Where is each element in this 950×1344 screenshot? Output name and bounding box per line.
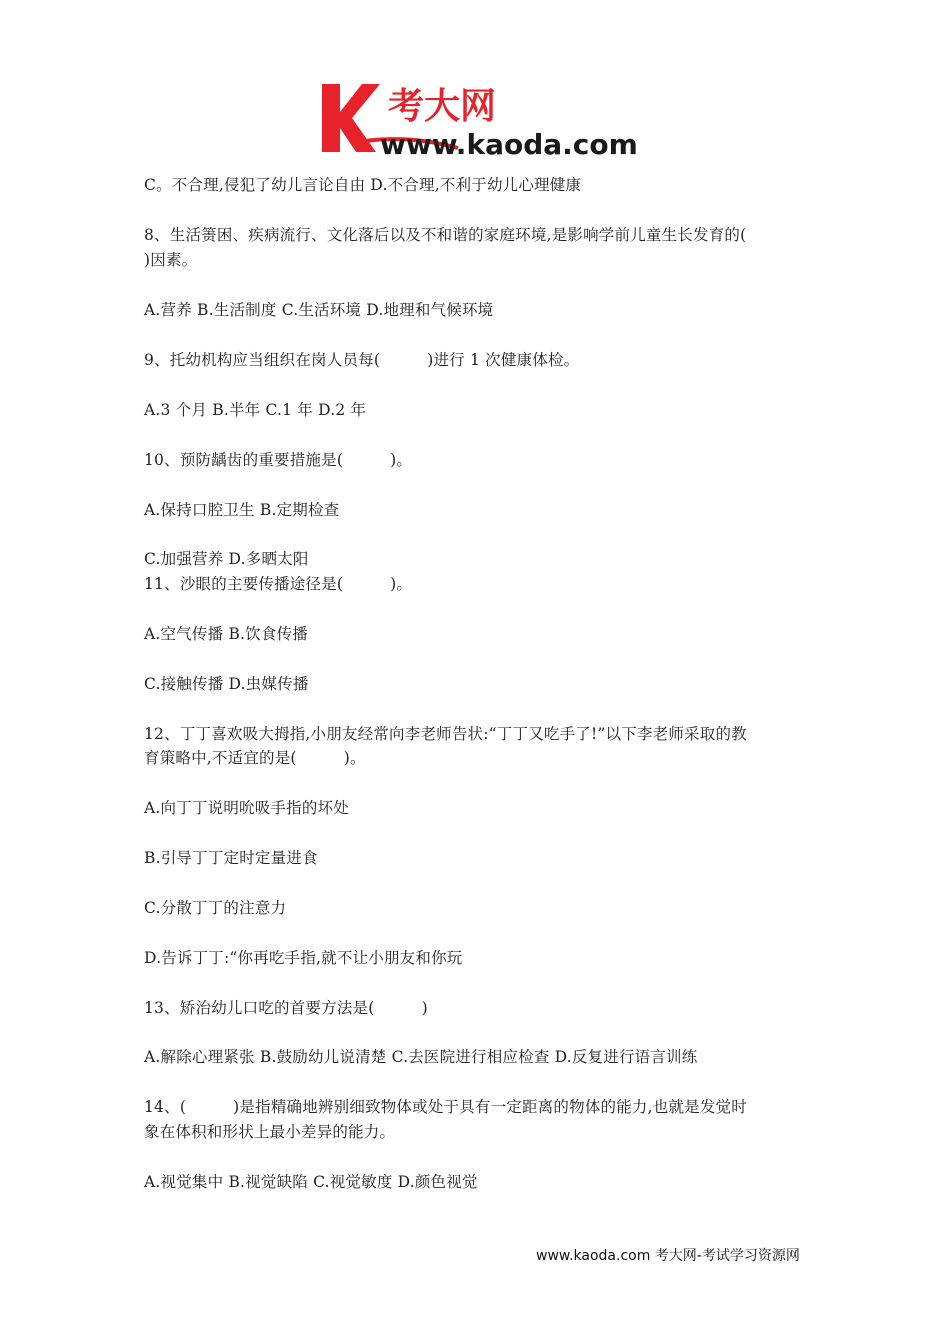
question-13-text: 13、矫治幼儿口吃的首要方法是( ) xyxy=(144,999,428,1017)
question-12-option-b: B.引导丁丁定时定量进食 xyxy=(144,849,318,867)
question-8-text-cont: )因素。 xyxy=(144,251,198,269)
question-14-options: A.视觉集中 B.视觉缺陷 C.视觉敏度 D.颜色视觉 xyxy=(144,1173,478,1191)
kaoda-logo-graphic xyxy=(318,78,640,160)
question-8-text: 8、生活箦困、疾病流行、文化落后以及不和谐的家庭环境,是影响学前儿童生长发育的( xyxy=(144,226,747,244)
question-11-text: 11、沙眼的主要传播途径是( )。 xyxy=(144,575,413,593)
question-12-text: 12、丁丁喜欢吸大拇指,小朋友经常向李老师告状:“丁丁又吃手了!”以下李老师采取的教 xyxy=(144,725,747,743)
question-12-option-a: A.向丁丁说明吮吸手指的坏处 xyxy=(144,799,349,817)
question-10-text: 10、预防龋齿的重要措施是( )。 xyxy=(144,451,413,469)
question-8-options: A.营养 B.生活制度 C.生活环境 D.地理和气候环境 xyxy=(144,301,494,319)
question-12-option-c: C.分散丁丁的注意力 xyxy=(144,899,287,917)
question-10-options-cd: C.加强营养 D.多晒太阳 xyxy=(144,550,309,568)
kaoda-logo xyxy=(318,78,640,160)
question-9-text: 9、托幼机构应当组织在岗人员每( )进行 1 次健康体检。 xyxy=(144,351,580,369)
question-9-options: A.3 个月 B.半年 C.1 年 D.2 年 xyxy=(144,401,367,419)
page-footer: www.kaoda.com 考大网-考试学习资源网 xyxy=(536,1248,800,1264)
question-12-option-d: D.告诉丁丁:“你再吃手指,就不让小朋友和你玩 xyxy=(144,949,463,967)
question-11-options-ab: A.空气传播 B.饮食传播 xyxy=(144,625,308,643)
logo-brand-text: 考大网 xyxy=(388,86,497,127)
question-11-options-cd: C.接触传播 D.虫媒传播 xyxy=(144,675,309,693)
question-12-text-cont: 育策略中,不适宜的是( )。 xyxy=(144,749,366,767)
question-14-text: 14、( )是指精确地辨别细致物体或处于具有一定距离的物体的能力,也就是发觉时 xyxy=(144,1098,747,1116)
option-line: C。不合理,侵犯了幼儿言论自由 D.不合理,不利于幼儿心理健康 xyxy=(144,176,582,194)
logo-url-text: www.kaoda.com xyxy=(380,128,638,160)
question-10-options-ab: A.保持口腔卫生 B.定期检查 xyxy=(144,501,340,519)
question-13-options: A.解除心理紧张 B.鼓励幼儿说清楚 C.去医院进行相应检查 D.反复进行语言训练 xyxy=(144,1048,698,1066)
question-14-text-cont: 象在体积和形状上最小差异的能力。 xyxy=(144,1123,396,1141)
